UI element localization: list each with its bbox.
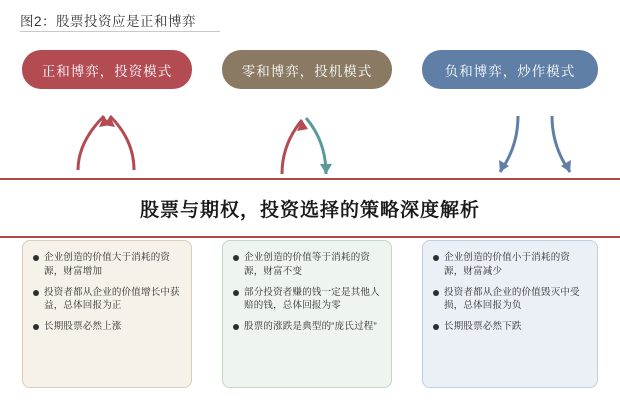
list-item [433,320,587,334]
bullet-text: 长期股票必然上涨 [44,321,122,333]
bullet-text: 长期股票必然下跌 [444,321,522,333]
bullet-card-zero-sum [222,240,392,388]
bullet-dot-icon [233,255,239,261]
list-item [233,251,381,279]
bullet-dot-icon [33,324,39,330]
list-item [33,320,181,334]
bullet-dot-icon [233,324,239,330]
bullet-dot-icon [433,255,439,261]
pill-negative-sum: 负和博弈，炒作模式 [422,50,598,89]
figure-title: 图2：股票投资应是正和博弈 [20,14,197,29]
bullet-text: 投资者都从企业的价值增长中获益，总体回报为正 [44,286,180,312]
bullet-text: 企业创造的价值小于消耗的资源，财富减少 [444,252,571,277]
list-item [233,320,381,334]
bullet-card-negative-sum [422,240,598,388]
bullet-text: 企业创造的价值等于消耗的资源，财富不变 [244,252,371,277]
bullet-text: 股票的涨跌是典型的“庞氏过程” [244,321,377,333]
pill-positive-sum: 正和博弈，投资模式 [22,50,192,89]
bullet-text: 部分投资者赚的钱一定是其他人赔的钱，总体回报为零 [244,286,380,312]
list-item [233,286,381,314]
bullet-text: 企业创造的价值大于消耗的资源，财富增加 [44,252,171,277]
figure-title-underline [20,31,220,32]
bullet-text: 投资者都从企业的价值毁灭中受损，总体回报为负 [444,286,580,312]
bullet-dot-icon [433,324,439,330]
list-item [433,251,587,279]
headline-banner [0,178,620,238]
list-item [33,286,181,314]
bullet-dot-icon [33,255,39,261]
bullet-dot-icon [33,290,39,296]
pill-zero-sum: 零和博弈，投机模式 [222,50,392,89]
list-item [433,286,587,314]
bullet-dot-icon [233,290,239,296]
bullet-dot-icon [433,290,439,296]
list-item [33,251,181,279]
headline-text: 股票与期权，投资选择的策略深度解析 [139,199,480,221]
bullet-card-positive-sum [22,240,192,388]
